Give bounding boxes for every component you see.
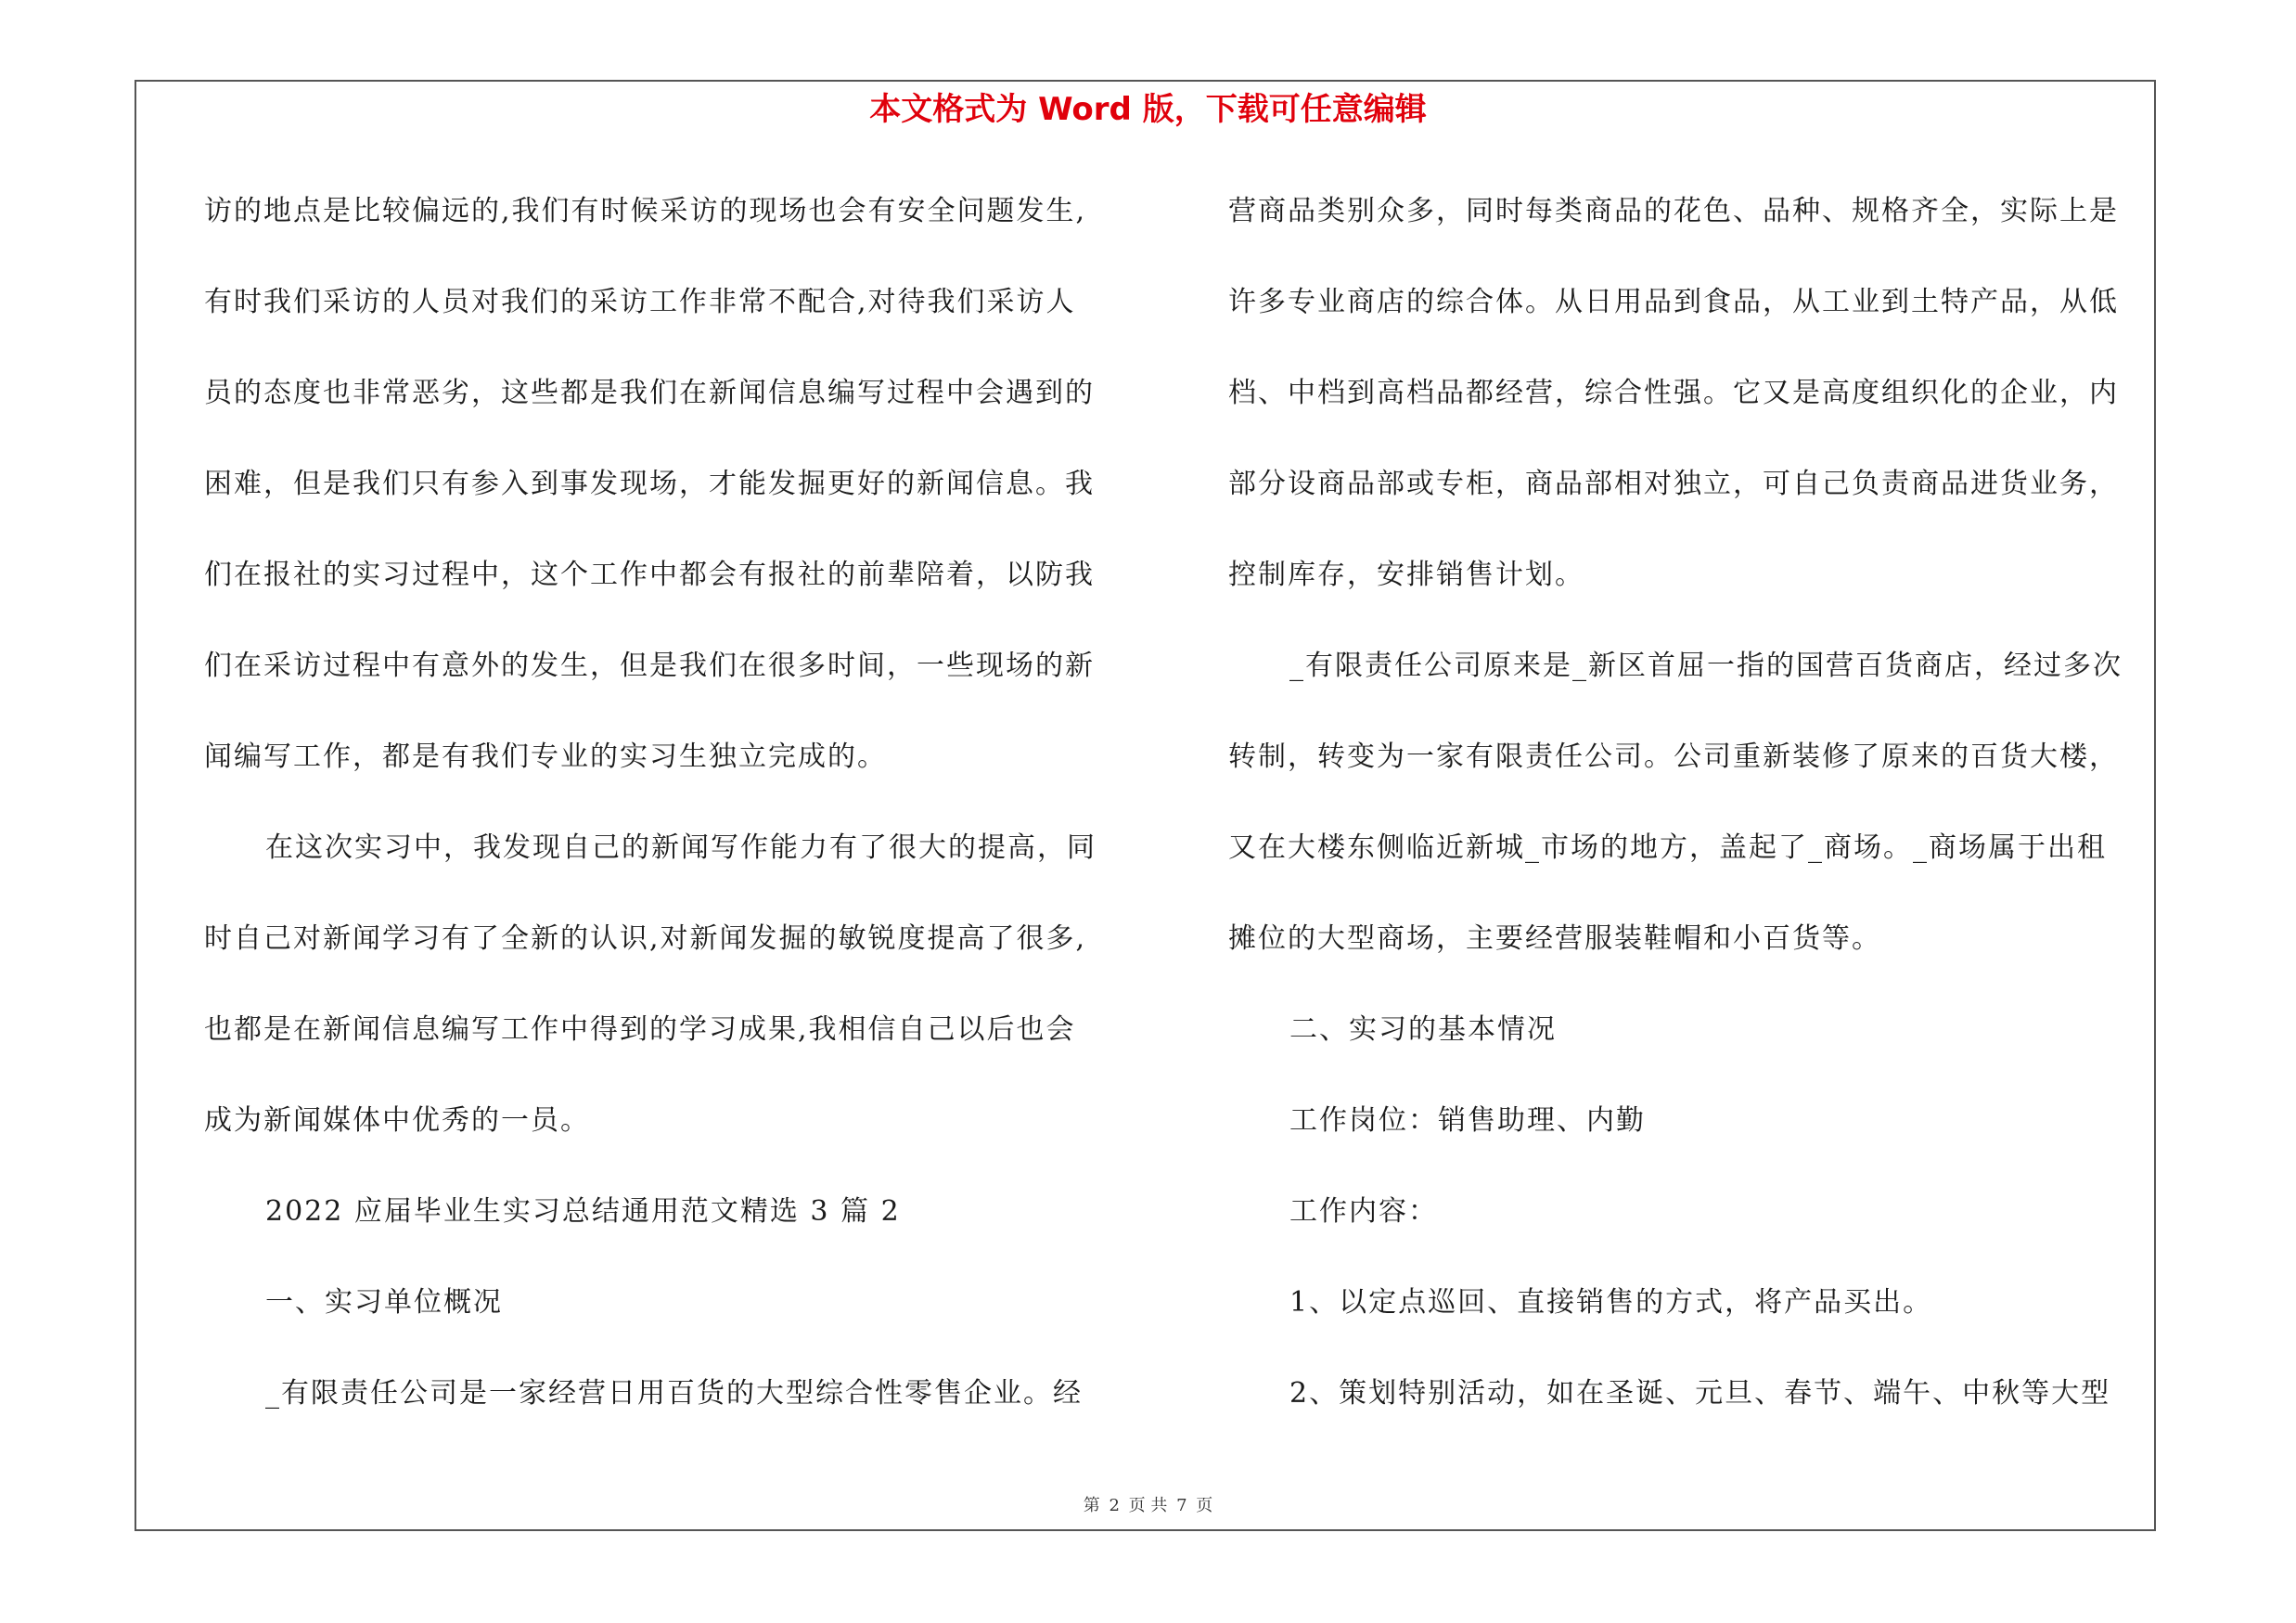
- page-footer: [0, 1494, 2296, 1518]
- right-line-10: 二、实习的基本情况: [1289, 1013, 1557, 1046]
- right-line-5: 控制库存，安排销售计划。: [1228, 559, 1584, 591]
- left-line-13: 一、实习单位概况: [265, 1286, 503, 1319]
- left-line-11: 成为新闻媒体中优秀的一员。: [204, 1104, 590, 1137]
- right-line-4: 部分设商品部或专柜，商品部相对独立，可自己负责商品进货业务，: [1228, 468, 2119, 500]
- right-line-2: 许多专业商店的综合体。从日用品到食品，从工业到土特产品，从低: [1228, 286, 2119, 318]
- right-line-12: 工作内容：: [1289, 1195, 1438, 1228]
- left-line-1: 访的地点是比较偏远的,我们有时候采访的现场也会有安全问题发生,: [204, 195, 1087, 227]
- left-line-4: 困难，但是我们只有参入到事发现场，才能发掘更好的新闻信息。我: [204, 468, 1095, 500]
- right-column: [1228, 184, 2165, 1457]
- right-line-11: 工作岗位：销售助理、内勤: [1289, 1104, 1646, 1137]
- right-line-8: 又在大楼东侧临近新城_市场的地方，盖起了_商场。_商场属于出租: [1228, 831, 2107, 864]
- footer-suffix: 页: [1196, 1496, 1213, 1515]
- left-line-6: 们在采访过程中有意外的发生，但是我们在很多时间，一些现场的新: [204, 650, 1095, 682]
- right-line-13: 1、以定点巡回、直接销售的方式，将产品买出。: [1289, 1286, 1933, 1319]
- left-column: [204, 184, 1141, 1457]
- left-line-10: 也都是在新闻信息编写工作中得到的学习成果,我相信自己以后也会: [204, 1013, 1076, 1046]
- left-line-5: 们在报社的实习过程中，这个工作中都会有报社的前辈陪着，以防我: [204, 559, 1095, 591]
- left-line-9: 时自己对新闻学习有了全新的认识,对新闻发掘的敏锐度提高了很多,: [204, 922, 1087, 955]
- right-line-14: 2、策划特别活动，如在圣诞、元旦、春节、端午、中秋等大型: [1289, 1377, 2111, 1410]
- right-line-6: _有限责任公司原来是_新区首屈一指的国营百货商店，经过多次: [1289, 650, 2123, 682]
- footer-total-pages: 7: [1176, 1496, 1187, 1515]
- left-line-12: 2022 应届毕业生实习总结通用范文精选 3 篇 2: [265, 1195, 901, 1228]
- left-line-7: 闻编写工作，都是有我们专业的实习生独立完成的。: [204, 741, 887, 773]
- right-line-7: 转制，转变为一家有限责任公司。公司重新装修了原来的百货大楼，: [1228, 741, 2119, 773]
- left-line-3: 员的态度也非常恶劣，这些都是我们在新闻信息编写过程中会遇到的: [204, 377, 1095, 409]
- left-line-14: _有限责任公司是一家经营日用百货的大型综合性零售企业。经: [265, 1377, 1083, 1410]
- header-banner: [0, 87, 2296, 132]
- right-line-3: 档、中档到高档品都经营，综合性强。它又是高度组织化的企业，内: [1228, 377, 2119, 409]
- left-line-8: 在这次实习中，我发现自己的新闻写作能力有了很大的提高，同: [265, 831, 1097, 864]
- right-line-1: 营商品类别众多，同时每类商品的花色、品种、规格齐全，实际上是: [1228, 195, 2119, 227]
- left-line-2: 有时我们采访的人员对我们的采访工作非常不配合,对待我们采访人: [204, 286, 1076, 318]
- right-line-9: 摊位的大型商场，主要经营服装鞋帽和小百货等。: [1228, 922, 1881, 955]
- footer-prefix: 第: [1083, 1496, 1100, 1515]
- header-banner-text: 本文格式为 Word 版，下载可任意编辑: [869, 91, 1427, 128]
- footer-page-number: 2: [1109, 1496, 1120, 1515]
- footer-middle: 页 共: [1128, 1496, 1168, 1515]
